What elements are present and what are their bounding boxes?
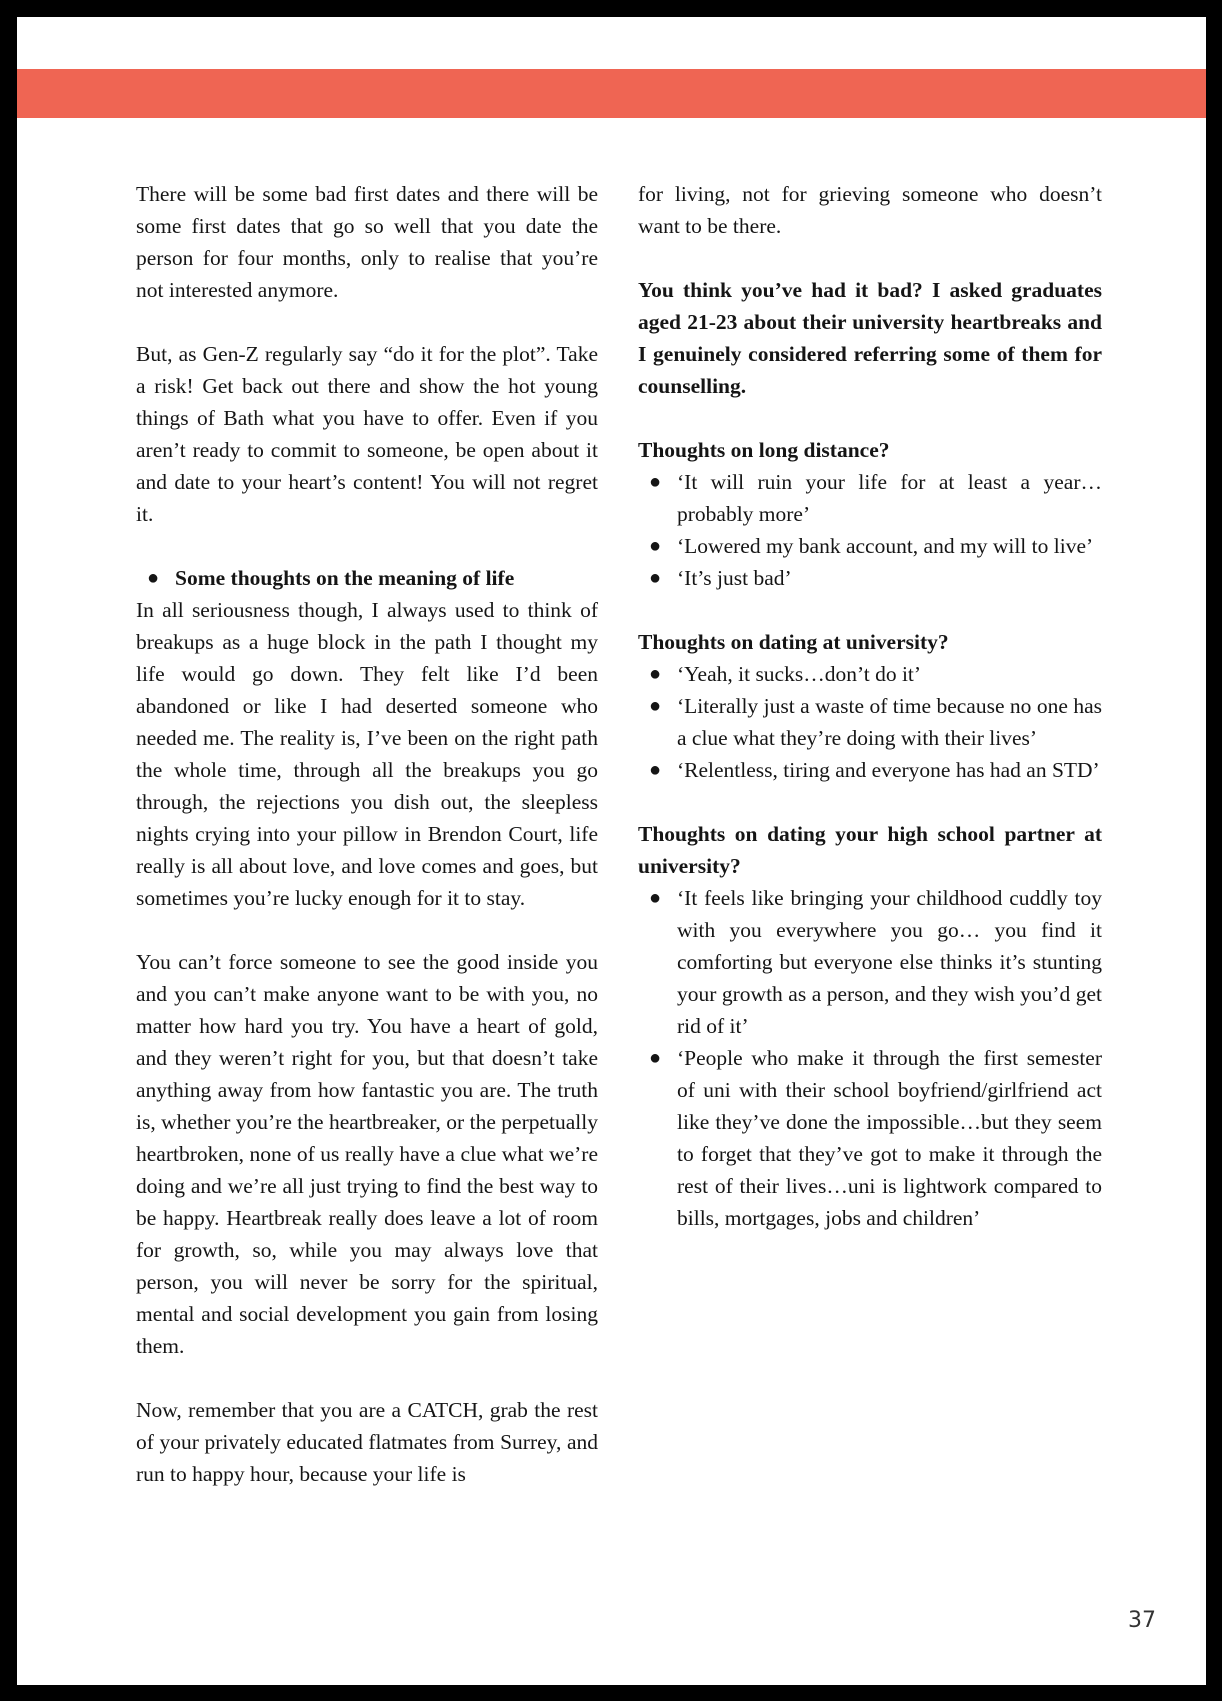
list-item: [638, 562, 1102, 594]
bullet-icon: ●: [649, 471, 662, 493]
question-heading: Thoughts on dating your high school partner at university?: [638, 822, 1102, 878]
paragraph: There will be some bad first dates and there will be some first dates that go so well that you date the person for four months, only to realise that you’re not interested anymore.: [136, 182, 598, 302]
quote-text: ‘It will ruin your life for at least a year… probably more’: [677, 470, 1102, 526]
list-item: [638, 754, 1102, 786]
question-heading: Thoughts on long distance?: [638, 438, 890, 462]
list-item: [638, 466, 1102, 530]
bullet-icon: ●: [649, 535, 662, 557]
section-heading: [136, 562, 598, 594]
page: [17, 17, 1206, 1685]
list-item: [638, 882, 1102, 1042]
right-column: [638, 178, 1102, 1266]
list-item: [638, 1042, 1102, 1234]
quote-text: ‘People who make it through the first semester of uni with their school boyfriend/girlfriend act like they’ve done the impossible…but they seem to forget that they’ve got to make it through the rest of their lives…uni is lightwork compared to bills, mortgages, jobs and children’: [677, 1046, 1102, 1230]
intro-paragraph: You think you’ve had it bad? I asked graduates aged 21-23 about their university heartbreaks and I genuinely considered referring some of them for counselling.: [638, 278, 1102, 398]
paragraph: But, as Gen-Z regularly say “do it for the plot”. Take a risk! Get back out there and show the hot young things of Bath what you have to offer. Even if you aren’t ready to commit to someone, be open about it and date to your heart’s content! You will not regret it.: [136, 342, 598, 526]
bullet-icon: ●: [649, 887, 662, 909]
quote-list: [638, 658, 1102, 786]
quote-list: [638, 882, 1102, 1234]
page-number: 37: [1128, 1608, 1156, 1633]
list-item: [638, 658, 1102, 690]
paragraph: In all seriousness though, I always used to think of breakups as a huge block in the path I thought my life would go down. They felt like I’d been abandoned or like I had deserted someone who needed me. The reality is, I’ve been on the right path the whole time, through all the breakups you go through, the rejections you dish out, the sleepless nights crying into your pillow in Brendon Court, life really is all about love, and love comes and goes, but sometimes you’re lucky enough for it to stay.: [136, 598, 598, 910]
bullet-icon: ●: [649, 1047, 662, 1069]
question-heading: Thoughts on dating at university?: [638, 630, 949, 654]
bullet-icon: ●: [649, 695, 662, 717]
list-item: [638, 690, 1102, 754]
quote-text: ‘It feels like bringing your childhood cuddly toy with you everywhere you go… you find it comforting but everyone else thinks it’s stunting your growth as a person, and they wish you’d get rid of it’: [677, 886, 1102, 1038]
quote-list: [638, 466, 1102, 594]
bullet-icon: ●: [649, 567, 662, 589]
paragraph: Now, remember that you are a CATCH, grab the rest of your privately educated flatmates from Surrey, and run to happy hour, because your life is: [136, 1398, 598, 1486]
bullet-icon: ●: [649, 759, 662, 781]
section-heading-text: Some thoughts on the meaning of life: [175, 566, 515, 590]
list-item: [638, 530, 1102, 562]
quote-text: ‘Relentless, tiring and everyone has had an STD’: [677, 758, 1100, 782]
left-column: [136, 178, 598, 1490]
paragraph: You can’t force someone to see the good inside you and you can’t make anyone want to be with you, no matter how hard you try. You have a heart of gold, and they weren’t right for you, but that doesn’t take anything away from how fantastic you are. The truth is, whether you’re the heartbreaker, or the perpetually heartbroken, none of us really have a clue what we’re doing and we’re all just trying to find the best way to be happy. Heartbreak really does leave a lot of room for growth, so, while you may always love that person, you will never be sorry for the spiritual, mental and social development you gain from losing them.: [136, 950, 598, 1358]
paragraph: for living, not for grieving someone who doesn’t want to be there.: [638, 182, 1102, 238]
header-band: [17, 69, 1206, 118]
quote-text: ‘It’s just bad’: [677, 566, 792, 590]
bullet-icon: ●: [147, 567, 160, 589]
quote-text: ‘Yeah, it sucks…don’t do it’: [677, 662, 922, 686]
bullet-icon: ●: [649, 663, 662, 685]
quote-text: ‘Literally just a waste of time because no one has a clue what they’re doing with their lives’: [677, 694, 1102, 750]
quote-text: ‘Lowered my bank account, and my will to live’: [677, 534, 1094, 558]
